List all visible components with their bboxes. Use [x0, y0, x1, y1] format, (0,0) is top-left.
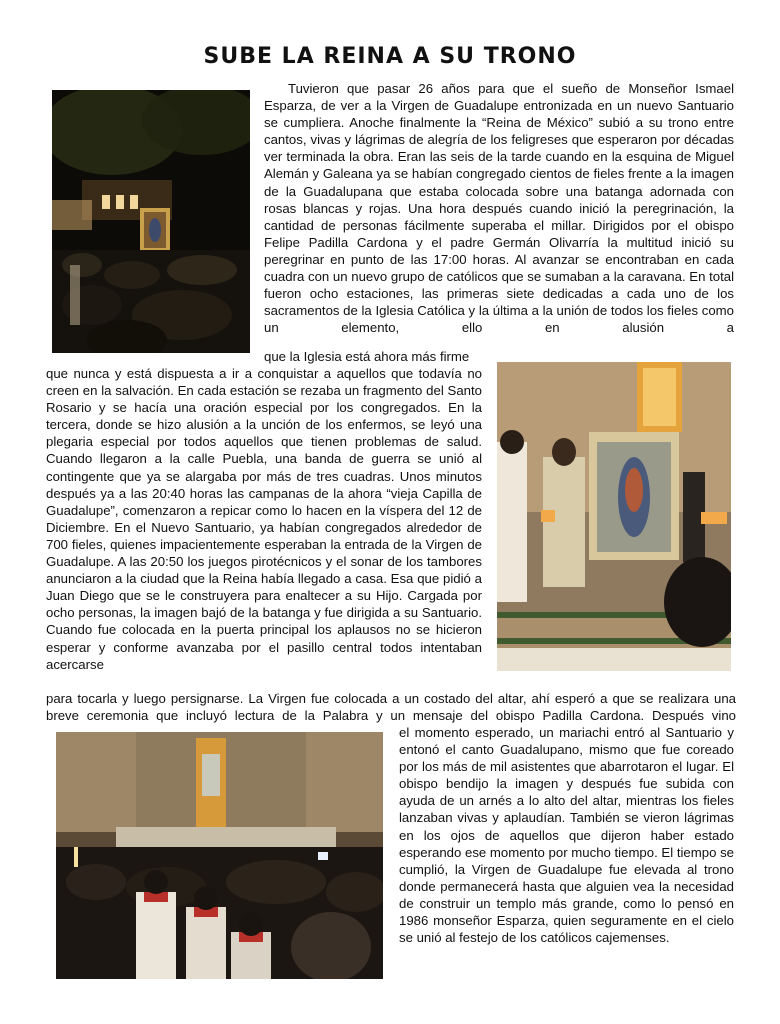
altar-image [497, 362, 731, 671]
photo-virgin-at-altar [497, 362, 731, 671]
procession-image [52, 90, 250, 353]
article-paragraph-1-end: que la Iglesia está ahora más firme [264, 349, 470, 364]
article-paragraph-2: que nunca y está dispuesta a ir a conquistar a aquellos que todavía no creen en la salvación. En cada estación se rezaba un fragmento del Santo Rosario y se hacía una oración especial por los congregados. En la tercera, donde se hizo alusión a la unción de los enfermos, se leyó una plegaria especial por todos aquellos que tienen problemas de salud. Cuando llegaron a la calle Puebla, una banda de guerra se unió al contingente que ya se alargaba por más de tres cuadras. Unos minutos después ya a las 20:40 horas las campanas de la ahora “vieja Capilla de Guadalupe”, comenzaron a repicar como lo hacen en la víspera del 12 de Diciembre. En el Nuevo Santuario, ya habían congregados alrededor de 700 fieles, quienes impacientemente esperaban la entrada de la Virgen de Guadalupe. A las 20:50 los juegos pirotécnicos y el sonar de los tambores anunciaron a la ciudad que la Reina había llegado a casa. Esa que pidió a Juan Diego que se le construyera para enaltecer a su Hijo. Cargada por ocho personas, la imagen bajó de la batanga y fue dirigida a su Santuario. Cuando fue colocada en la puerta principal los aplausos no se hicieron esperar y conforme avanzaba por el pasillo central todos intentaban acercarse [46, 366, 482, 672]
photo-sanctuary-ceremony [56, 732, 383, 979]
article-paragraph-3: el momento esperado, un mariachi entró al Santuario y entonó el canto Guadalupano, mismo que fue coreado por los más de mil asistentes que abarrotaron el lugar. El obispo bendijo la imagen y después fue subida con ayuda de un arnés a lo alto del altar, mientras los fieles lanzaban vivas y aplaudían. También se vieron lágrimas en los ojos de aquellos que dijeron haber estado esperando ese momento por mucho tiempo. El tiempo se cumplió, la Virgen de Guadalupe fue elevada al trono donde permanecerá hasta que alguien vea la necesidad de construir un templo más grande, como lo pensó en 1986 monseñor Esparza, quien seguramente en el cielo se unió al festejo de los católicos cajemenses. [399, 725, 734, 946]
ceremony-image [56, 732, 383, 979]
photo-procession-night [52, 90, 250, 353]
article-title: SUBE LA REINA A SU TRONO [203, 44, 577, 69]
article-paragraph-2-continued: para tocarla y luego persignarse. La Virgen fue colocada a un costado del altar, ahí esperó a que se realizara una breve ceremonia que incluyó lectura de la Palabra y un mensaje del obispo Padilla Cardona. Después vino [46, 691, 736, 724]
article-paragraph-1: Tuvieron que pasar 26 años para que el sueño de Monseñor Ismael Esparza, de ver a la Virgen de Guadalupe entronizada en un nuevo Santuario se cumpliera. Anoche finalmente la “Reina de México” subió a su trono entre cantos, vivas y lágrimas de alegría de los feligreses que esperaron por décadas ver terminada la obra. Eran las seis de la tarde cuando en la esquina de Miguel Alemán y Galeana ya se habían congregado cientos de fieles frente a la imagen de la Guadalupana que estaba colocada sobre una batanga adornada con rosas blancas y rojas. Una hora después cuando inició la peregrinación, la cantidad de personas fácilmente superaba el millar. Dirigidos por el obispo Felipe Padilla Cardona y el padre Germán Olivarría la multitud inició su peregrinar en punto de las 17:00 horas. Al avanzar se encontraban en cada cuadra con un nuevo grupo de católicos que se sumaban a la caravana. En total fueron ocho estaciones, las primeras siete dedicadas a cada uno de los sacramentos de la Iglesia Católica y la última a la unión de todos los fieles como un elemento, ello en alusión a [264, 81, 734, 336]
